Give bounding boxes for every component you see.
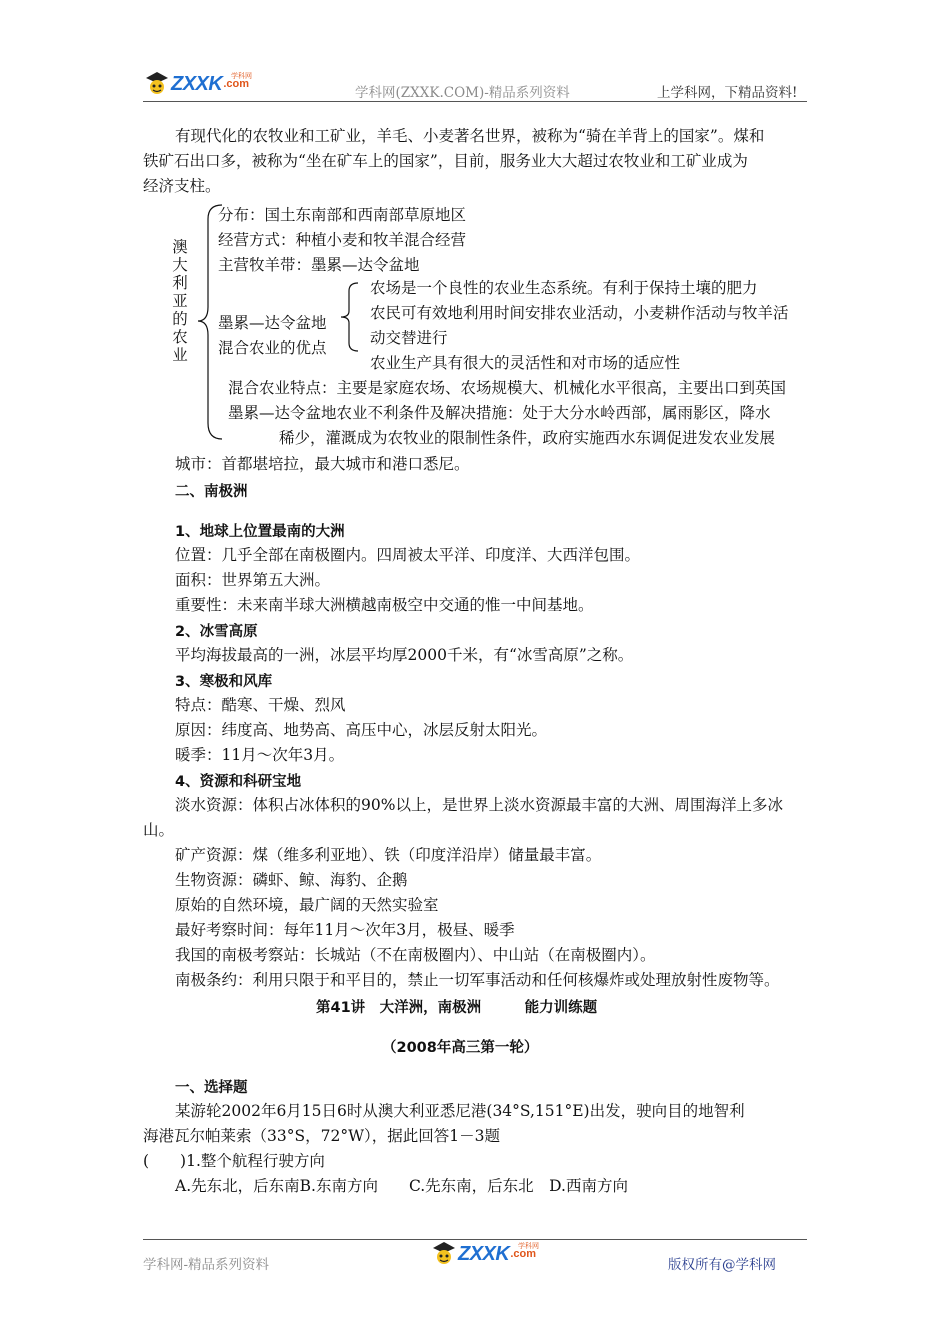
agri-distribution: 分布：国土东南部和西南部草原地区 — [218, 206, 467, 224]
header-rule — [143, 101, 807, 102]
agri-features: 混合农业特点：主要是家庭农场、农场规模大、机械化水平很高，主要出口到英国 — [228, 379, 787, 397]
logo-cn: 学科网 — [518, 1242, 540, 1250]
ant-warm-season: 暖季：11月～次年3月。 — [175, 746, 345, 764]
header-right: 上学科网，下精品资料! — [657, 85, 798, 101]
ant-lab: 原始的自然环境，最广阔的天然实验室 — [175, 896, 439, 914]
mascot-icon — [143, 70, 171, 98]
section-antarctica: 二、南极洲 — [175, 484, 248, 500]
subheading-1: 1、地球上位置最南的大洲 — [175, 524, 345, 540]
logo-suffix: .com — [223, 78, 250, 90]
question-intro-1: 某游轮2002年6月15日6时从澳大利亚悉尼港(34°S,151°E)出发，驶向目的地智利 — [175, 1102, 745, 1120]
agri-adv-1: 农场是一个良性的农业生态系统。有利于保持土壤的肥力 — [370, 279, 758, 297]
ant-position: 位置：几乎全部在南极圈内。四周被太平洋、印度洋、大西洋包围。 — [175, 546, 641, 564]
agri-adv-3: 动交替进行 — [370, 329, 448, 347]
ant-treaty: 南极条约：利用只限于和平目的，禁止一切军事活动和任何核爆炸或处理放射性废物等。 — [175, 971, 780, 989]
question-1-options: A.先东北，后东南B.东南方向 C.先东南，后东北 D.西南方向 — [175, 1177, 628, 1195]
agri-conditions-2: 稀少，灌溉成为农牧业的限制性条件，政府实施西水东调促进发农业发展 — [279, 429, 776, 447]
agri-adv-label-1: 墨累—达令盆地 — [218, 314, 327, 332]
agri-mode: 经营方式：种植小麦和牧羊混合经营 — [218, 231, 467, 249]
adv-brace — [338, 281, 360, 353]
ant-area: 面积：世界第五大洲。 — [175, 571, 331, 589]
header-logo — [143, 70, 252, 98]
header-center: 学科网(ZXXK.COM)-精品系列资料 — [355, 85, 570, 101]
ant-stations: 我国的南极考察站：长城站（不在南极圈内）、中山站（在南极圈内）。 — [175, 946, 656, 964]
logo-cn: 学科网 — [231, 72, 253, 80]
footer-right: 版权所有@学科网 — [668, 1257, 776, 1273]
ant-water-2: 山。 — [143, 821, 175, 839]
ant-characteristics: 特点：酷寒、干燥、烈风 — [175, 696, 346, 714]
ant-altitude: 平均海拔最高的一洲，冰层平均厚2000千米，有“冰雪高原”之称。 — [175, 646, 634, 664]
logo-suffix: .com — [510, 1248, 537, 1260]
footer-left: 学科网-精品系列资料 — [143, 1257, 270, 1273]
ant-best-time: 最好考察时间：每年11月～次年3月，极昼、暖季 — [175, 921, 515, 939]
exercise-section: 一、选择题 — [175, 1080, 248, 1096]
logo-text: ZXXK — [171, 72, 223, 95]
agri-adv-2: 农民可有效地利用时间安排农业活动，小麦耕作活动与牧羊活 — [370, 304, 789, 322]
ant-biology: 生物资源：磷虾、鲸、海豹、企鹅 — [175, 871, 408, 889]
intro-line-2: 铁矿石出口多，被称为“坐在矿车上的国家”，目前，服务业大大超过农牧业和工矿业成为 — [143, 152, 748, 170]
intro-line-1: 有现代化的农牧业和工矿业，羊毛、小麦著名世界，被称为“骑在羊背上的国家”。煤和 — [175, 127, 765, 145]
mascot-icon — [430, 1240, 458, 1268]
ant-water-1: 淡水资源：体积占冰体积的90%以上，是世界上淡水资源最丰富的大洲、周围海洋上多冰 — [175, 796, 783, 814]
ant-importance: 重要性：未来南半球大洲横越南极空中交通的惟一中间基地。 — [175, 596, 594, 614]
exercise-title: 第41讲 大洋洲，南极洲 能力训练题 — [316, 1000, 598, 1016]
ant-causes: 原因：纬度高、地势高、高压中心，冰层反射太阳光。 — [175, 721, 548, 739]
agri-adv-label-2: 混合农业的优点 — [218, 339, 327, 357]
agri-belt: 主营牧羊带：墨累—达令盆地 — [218, 256, 420, 274]
subheading-4: 4、资源和科研宝地 — [175, 774, 302, 790]
agri-title: 澳大利亚的农业 — [172, 238, 188, 364]
agri-adv-4: 农业生产具有很大的灵活性和对市场的适应性 — [370, 354, 681, 372]
exercise-subtitle: （2008年高三第一轮） — [382, 1040, 539, 1056]
city-line: 城市：首都堪培拉，最大城市和港口悉尼。 — [175, 455, 470, 473]
logo-text: ZXXK — [458, 1242, 510, 1265]
footer-logo — [430, 1240, 539, 1268]
question-1: ( )1.整个航程行驶方向 — [143, 1152, 325, 1170]
question-intro-2: 海港瓦尔帕莱索（33°S，72°W），据此回答1－3题 — [143, 1127, 500, 1145]
subheading-3: 3、寒极和风库 — [175, 674, 273, 690]
subheading-2: 2、冰雪高原 — [175, 624, 258, 640]
agri-conditions-1: 墨累—达令盆地农业不利条件及解决措施：处于大分水岭西部，属雨影区，降水 — [228, 404, 771, 422]
intro-line-3: 经济支柱。 — [143, 177, 221, 195]
ant-minerals: 矿产资源：煤（维多利亚地）、铁（印度洋沿岸）储量最丰富。 — [175, 846, 602, 864]
